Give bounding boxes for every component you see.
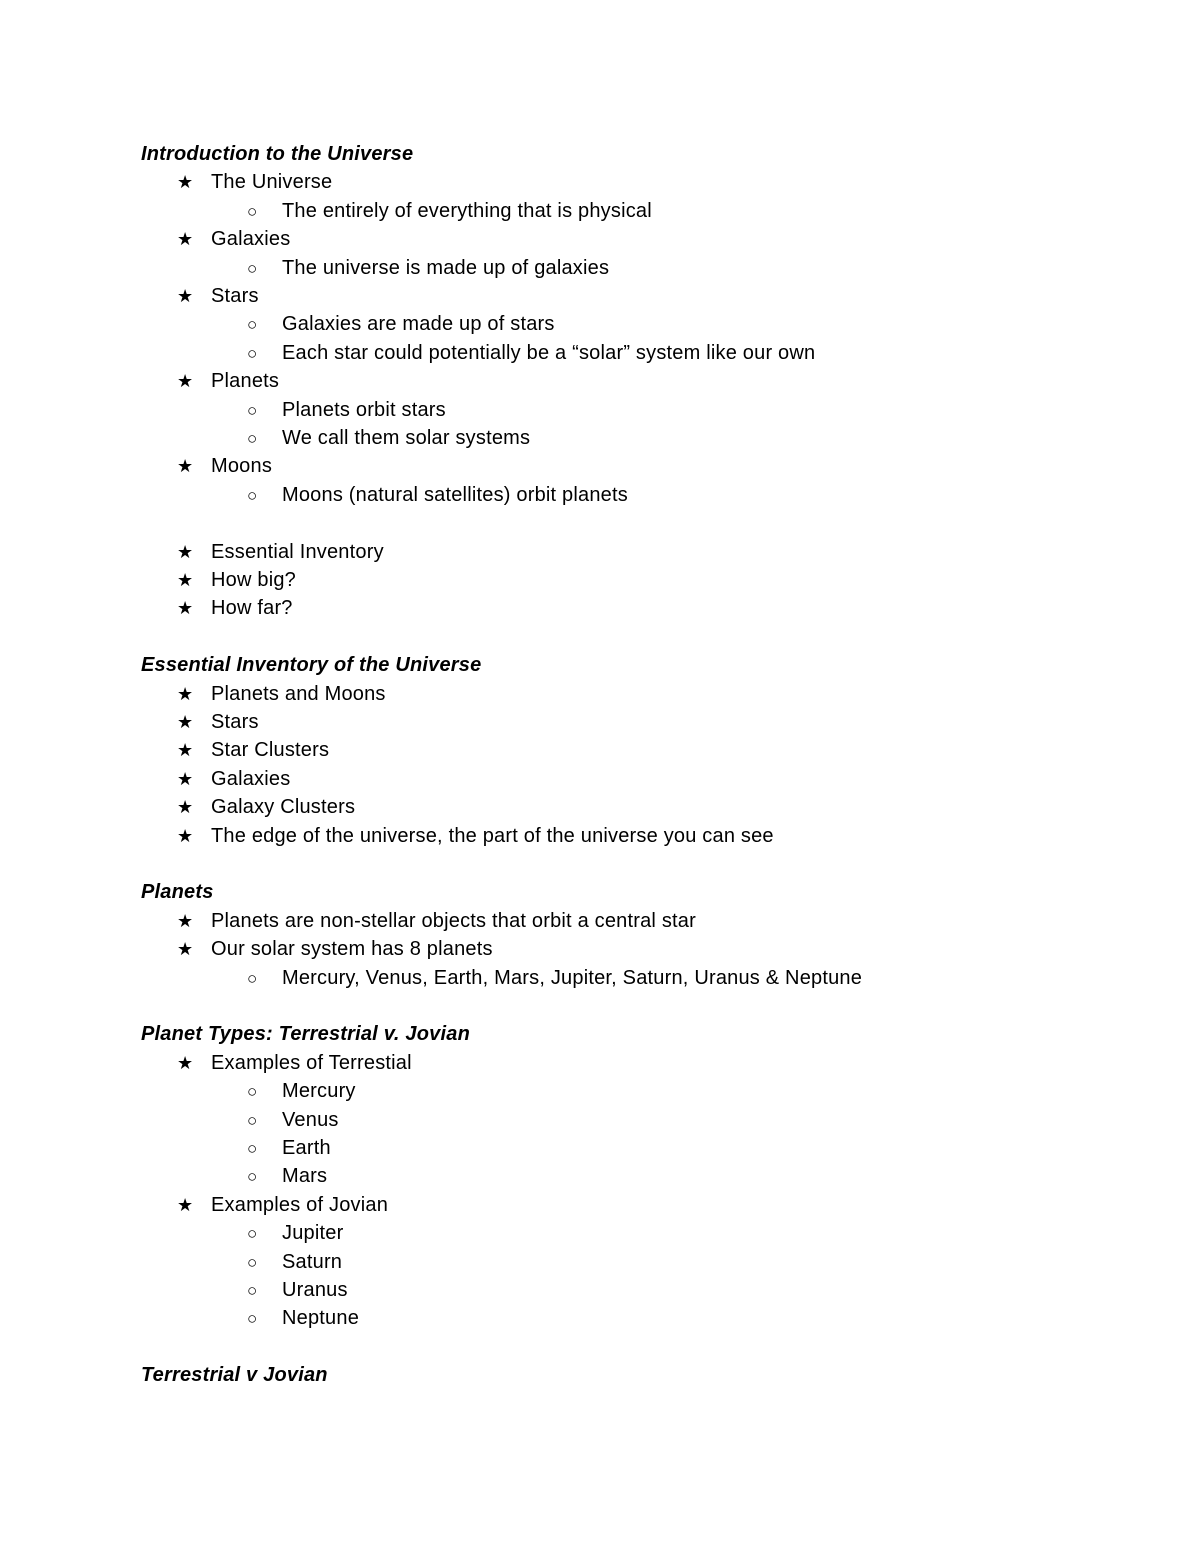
list-item-text: Planets are non-stellar objects that orbit a central star — [211, 910, 696, 932]
star-bullet-icon: ★ — [177, 769, 194, 789]
list-item-text: Examples of Terrestial — [211, 1052, 412, 1074]
sub-list-item-text: The entirely of everything that is physical — [282, 200, 652, 222]
list-item-text: How big? — [211, 569, 296, 591]
list-item — [177, 369, 280, 393]
list-item-text: Galaxy Clusters — [211, 796, 356, 818]
list-item — [177, 710, 259, 734]
list-item — [177, 767, 291, 791]
list-item — [177, 1193, 389, 1217]
list-item — [177, 170, 333, 194]
list-item-text: Galaxies — [211, 768, 291, 790]
list-item — [177, 1051, 412, 1075]
sub-list-item-text: Galaxies are made up of stars — [282, 313, 555, 335]
list-item-text: How far? — [211, 597, 293, 619]
list-item — [177, 937, 493, 961]
list-item-text: Planets — [211, 370, 280, 392]
star-bullet-icon: ★ — [177, 1195, 194, 1215]
circle-bullet-icon: ○ — [247, 1281, 258, 1300]
sub-list-item-text: Mercury — [282, 1080, 356, 1102]
list-item-text: Star Clusters — [211, 739, 330, 761]
section-heading-text: Introduction to the Universe — [141, 143, 414, 165]
star-bullet-icon: ★ — [177, 939, 194, 959]
sub-list-item — [247, 341, 816, 365]
list-item — [177, 596, 293, 620]
circle-bullet-icon: ○ — [247, 1082, 258, 1101]
circle-bullet-icon: ○ — [247, 969, 258, 988]
sub-list-item — [247, 199, 652, 223]
section-heading — [141, 653, 481, 677]
sub-list-item — [247, 1079, 356, 1103]
sub-list-item-text: Planets orbit stars — [282, 399, 446, 421]
section-heading — [141, 142, 413, 166]
sub-list-item-text: Mars — [282, 1165, 328, 1187]
star-bullet-icon: ★ — [177, 172, 194, 192]
sub-list-item-text: Mercury, Venus, Earth, Mars, Jupiter, Saturn, Uranus & Neptune — [282, 967, 863, 989]
list-item-text: The Universe — [211, 171, 333, 193]
star-bullet-icon: ★ — [177, 286, 194, 306]
star-bullet-icon: ★ — [177, 797, 194, 817]
sub-list-item-text: Each star could potentially be a “solar” system like our own — [282, 342, 816, 364]
list-item-text: Stars — [211, 285, 259, 307]
sub-list-item-text: Neptune — [282, 1307, 360, 1329]
list-item-text: Galaxies — [211, 228, 291, 250]
star-bullet-icon: ★ — [177, 684, 194, 704]
list-item — [177, 284, 259, 308]
circle-bullet-icon: ○ — [247, 429, 258, 448]
list-item — [177, 568, 296, 592]
list-item-text: Our solar system has 8 planets — [211, 938, 493, 960]
sub-list-item — [247, 1306, 360, 1330]
sub-list-item — [247, 1108, 339, 1132]
sub-list-item — [247, 483, 628, 507]
star-bullet-icon: ★ — [177, 598, 194, 618]
circle-bullet-icon: ○ — [247, 1111, 258, 1130]
section-heading — [141, 1022, 470, 1046]
list-item — [177, 682, 386, 706]
list-item-text: Planets and Moons — [211, 683, 386, 705]
sub-list-item-text: Earth — [282, 1137, 331, 1159]
sub-list-item — [247, 398, 446, 422]
star-bullet-icon: ★ — [177, 456, 194, 476]
sub-list-item-text: Jupiter — [282, 1222, 344, 1244]
star-bullet-icon: ★ — [177, 371, 194, 391]
sub-list-item-text: We call them solar systems — [282, 427, 531, 449]
star-bullet-icon: ★ — [177, 911, 194, 931]
star-bullet-icon: ★ — [177, 712, 194, 732]
circle-bullet-icon: ○ — [247, 486, 258, 505]
sub-list-item — [247, 1221, 344, 1245]
circle-bullet-icon: ○ — [247, 1167, 258, 1186]
section-heading — [141, 880, 214, 904]
circle-bullet-icon: ○ — [247, 259, 258, 278]
star-bullet-icon: ★ — [177, 570, 194, 590]
sub-list-item-text: Moons (natural satellites) orbit planets — [282, 484, 628, 506]
section-heading — [141, 1363, 328, 1387]
sub-list-item — [247, 1278, 348, 1302]
sub-list-item — [247, 966, 863, 990]
list-item — [177, 227, 291, 251]
section-heading-text: Planet Types: Terrestrial v. Jovian — [141, 1023, 470, 1045]
sub-list-item — [247, 1250, 343, 1274]
list-item — [177, 795, 356, 819]
sub-list-item — [247, 1164, 328, 1188]
circle-bullet-icon: ○ — [247, 1253, 258, 1272]
circle-bullet-icon: ○ — [247, 401, 258, 420]
sub-list-item-text: Saturn — [282, 1251, 343, 1273]
list-item — [177, 824, 774, 848]
sub-list-item — [247, 256, 610, 280]
section-heading-text: Essential Inventory of the Universe — [141, 654, 482, 676]
list-item-text: Examples of Jovian — [211, 1194, 389, 1216]
sub-list-item — [247, 1136, 331, 1160]
list-item — [177, 738, 330, 762]
star-bullet-icon: ★ — [177, 1053, 194, 1073]
sub-list-item-text: The universe is made up of galaxies — [282, 257, 610, 279]
circle-bullet-icon: ○ — [247, 315, 258, 334]
list-item-text: Stars — [211, 711, 259, 733]
circle-bullet-icon: ○ — [247, 1139, 258, 1158]
sub-list-item — [247, 426, 531, 450]
list-item — [177, 540, 384, 564]
sub-list-item — [247, 312, 555, 336]
circle-bullet-icon: ○ — [247, 202, 258, 221]
section-heading-text: Terrestrial v Jovian — [141, 1364, 328, 1386]
star-bullet-icon: ★ — [177, 542, 194, 562]
list-item — [177, 454, 273, 478]
circle-bullet-icon: ○ — [247, 1224, 258, 1243]
star-bullet-icon: ★ — [177, 826, 194, 846]
list-item-text: Moons — [211, 455, 273, 477]
circle-bullet-icon: ○ — [247, 1309, 258, 1328]
list-item-text: The edge of the universe, the part of the universe you can see — [211, 825, 774, 847]
star-bullet-icon: ★ — [177, 229, 194, 249]
section-heading-text: Planets — [141, 881, 214, 903]
list-item-text: Essential Inventory — [211, 541, 384, 563]
sub-list-item-text: Venus — [282, 1109, 339, 1131]
sub-list-item-text: Uranus — [282, 1279, 348, 1301]
circle-bullet-icon: ○ — [247, 344, 258, 363]
star-bullet-icon: ★ — [177, 740, 194, 760]
list-item — [177, 909, 696, 933]
